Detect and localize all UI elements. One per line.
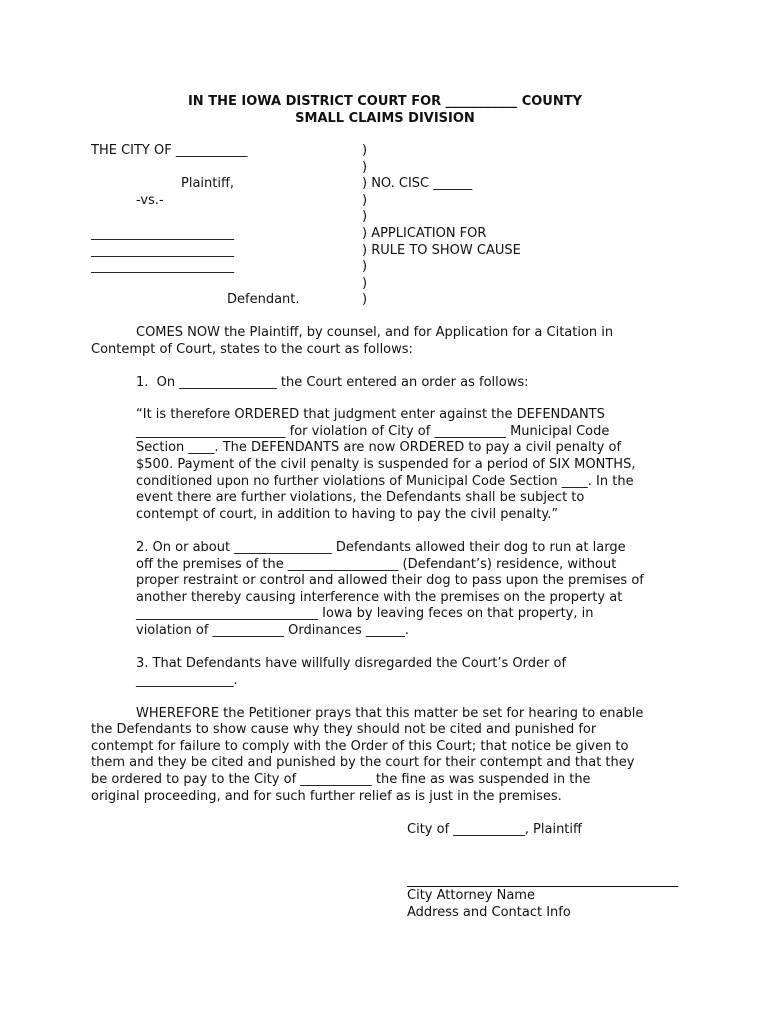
quote-line: Section ____. The DEFENDANTS are now ORDERED to pay a civil penalty of	[136, 440, 622, 455]
defendant-blank-2: ______________________	[91, 243, 234, 258]
item-2-line: ____________________________ Iowa by leaving feces on that property, in	[136, 606, 594, 621]
quote-line: $500. Payment of the civil penalty is suspended for a period of SIX MONTHS,	[136, 457, 636, 472]
wherefore-line: the Defendants to show cause why they should not be cited and punished for	[91, 722, 597, 737]
quote-line: contempt of court, in addition to having to pay the civil penalty.”	[136, 507, 559, 522]
quote-line: event there are further violations, the Defendants shall be subject to	[136, 490, 585, 505]
signature-city: City of ___________, Plaintiff	[407, 822, 582, 837]
attorney-address: Address and Contact Info	[407, 905, 571, 920]
division-heading: SMALL CLAIMS DIVISION	[295, 111, 475, 126]
item-2-line: proper restraint or control and allowed their dog to pass upon the premises of	[136, 573, 644, 588]
defendant-label: Defendant.	[227, 292, 300, 307]
case-number: ) NO. CISC ______	[362, 176, 473, 191]
caption-paren: )	[362, 259, 368, 274]
item-2-line: another thereby causing interference with the premises on the property at	[136, 590, 623, 605]
document-title-line-2: ) RULE TO SHOW CAUSE	[362, 243, 521, 258]
quote-line: “It is therefore ORDERED that judgment enter against the DEFENDANTS	[136, 407, 605, 422]
wherefore-line: them and they be cited and punished by the court for their contempt and that they	[91, 755, 635, 770]
wherefore-line: WHEREFORE the Petitioner prays that this matter be set for hearing to enable	[136, 706, 644, 721]
item-3-line: 3. That Defendants have willfully disregarded the Court’s Order of	[136, 656, 567, 671]
caption-paren: )	[362, 292, 368, 307]
court-heading: IN THE IOWA DISTRICT COURT FOR ___________ COUNTY	[187, 94, 583, 109]
item-2-line: off the premises of the _________________ (Defendant’s) residence, without	[136, 557, 617, 572]
item-2-line: violation of ___________ Ordinances ______.	[136, 623, 410, 638]
document-title-line-1: ) APPLICATION FOR	[362, 226, 487, 241]
quote-line: _______________________ for violation of City of ___________ Municipal Code	[136, 424, 610, 439]
defendant-blank-1: ______________________	[91, 226, 234, 241]
wherefore-line: contempt for failure to comply with the Order of this Court; that notice be given to	[91, 739, 629, 754]
item-1: 1. On _______________ the Court entered an order as follows:	[136, 375, 529, 390]
quote-line: conditioned upon no further violations of Municipal Code Section ____. In the	[136, 474, 634, 489]
caption-paren: )	[362, 193, 368, 208]
defendant-blank-3: ______________________	[91, 259, 234, 274]
item-2-line: 2. On or about _______________ Defendants allowed their dog to run at large	[136, 540, 626, 555]
caption-paren: )	[362, 209, 368, 224]
caption-paren: )	[362, 143, 368, 158]
attorney-name: City Attorney Name	[407, 888, 535, 903]
intro-line-2: Contempt of Court, states to the court as follows:	[91, 342, 413, 357]
plaintiff-label: Plaintiff,	[181, 176, 235, 191]
intro-line-1: COMES NOW the Plaintiff, by counsel, and for Application for a Citation in	[136, 325, 614, 340]
versus-label: -vs.-	[136, 193, 164, 208]
caption-paren: )	[362, 160, 368, 175]
plaintiff-city: THE CITY OF ___________	[91, 143, 248, 158]
signature-line	[407, 886, 678, 887]
wherefore-line: be ordered to pay to the City of ___________ the fine as was suspended in the	[91, 772, 591, 787]
wherefore-line: original proceeding, and for such further relief as is just in the premises.	[91, 789, 562, 804]
item-3-line: _______________.	[136, 673, 238, 688]
caption-paren: )	[362, 276, 368, 291]
